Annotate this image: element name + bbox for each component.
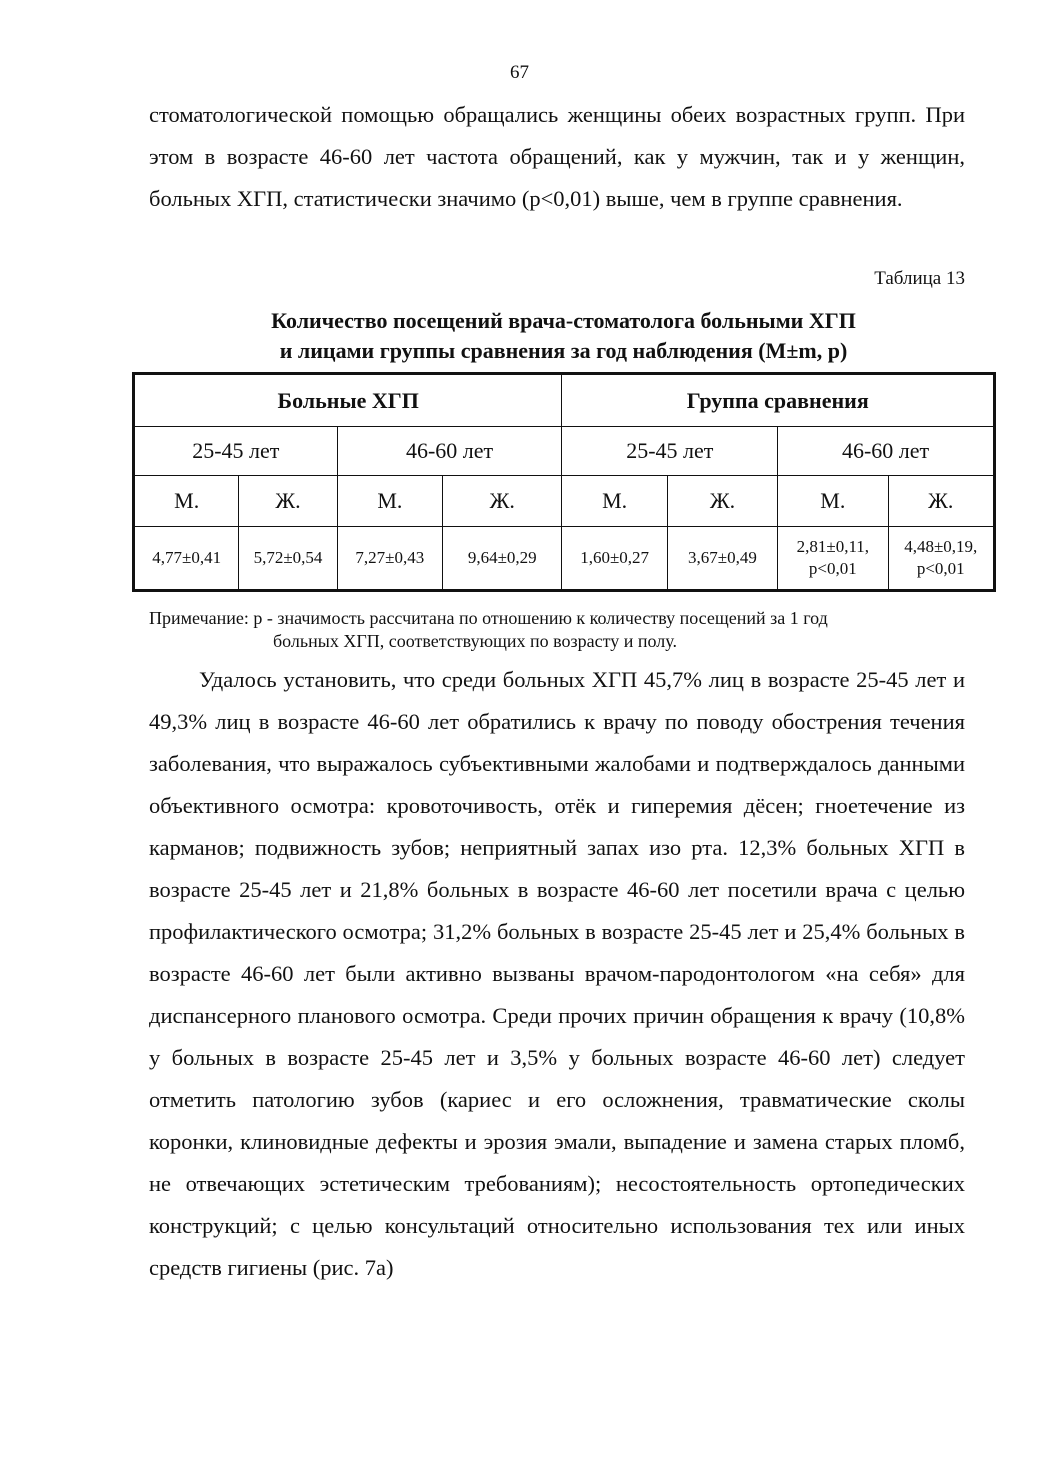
table-title-line-2: и лицами группы сравнения за год наблюдения (M±m, p)	[279, 338, 848, 363]
value-cell	[562, 527, 667, 591]
sex-header: Ж.	[888, 476, 994, 527]
age-header: 25-45 лет	[562, 427, 778, 476]
value-cell	[134, 527, 239, 591]
value-text: 3,67±0,49	[688, 548, 757, 567]
sex-header: Ж.	[239, 476, 337, 527]
note-line-1: Примечание: р - значимость рассчитана по отношению к количеству посещений за 1 год	[149, 608, 828, 628]
note-line-2: больных ХГП, соответствующих по возрасту и полу.	[273, 631, 677, 651]
value-text: 4,48±0,19,	[904, 537, 978, 556]
p-value-text: p<0,01	[808, 559, 857, 578]
table-note	[149, 607, 969, 653]
value-cell	[888, 527, 994, 591]
sex-header: М.	[337, 476, 442, 527]
table-sex-header-row	[134, 476, 995, 527]
sex-header: М.	[778, 476, 888, 527]
sex-header: М.	[562, 476, 667, 527]
value-text: 7,27±0,43	[355, 548, 425, 567]
table-group-header-row	[134, 374, 995, 427]
value-text: 5,72±0,54	[253, 548, 323, 567]
value-cell	[443, 527, 562, 591]
paragraph-body: Удалось установить, что среди больных ХГП 45,7% лиц в возрасте 25-45 лет и 49,3% лиц в возрасте 46-60 лет обратились к врачу по поводу обострения течения заболевания, что выражалось субъективными жалобами и подтверждалось данными объективного осмотра: кровоточивость, отёк и гиперемия дёсен; гноетечение из карманов; подвижность зубов; неприятный запах изо рта. 12,3% больных ХГП в возрасте 25-45 лет и 21,8% больных в возрасте 46-60 лет посетили врача с целью профилактического осмотра; 31,2% больных в возрасте 25-45 лет и 25,4% больных в возрасте 46-60 лет были активно вызваны врачом-пародонтологом «на себя» для диспансерного планового осмотра. Среди прочих причин обращения к врачу (10,8% у больных в возрасте 25-45 лет и 3,5% у больных возрасте 46-60 лет) следует отметить патологию зубов (кариес и его осложнения, травматические сколы коронки, клиновидные дефекты и эрозия эмали, выпадение и замена старых пломб, не отвечающих эстетическим требованиям); несостоятельность ортопедических конструкций; с целью консультаций относительно использования тех или иных средств гигиены (рис. 7а)	[149, 667, 965, 1280]
value-text: 1,60±0,27	[580, 548, 650, 567]
table-title	[133, 306, 994, 366]
value-cell	[778, 527, 888, 591]
group-header: Больные ХГП	[134, 374, 562, 427]
table-values-row	[134, 527, 995, 591]
sex-header: Ж.	[667, 476, 777, 527]
sex-header: М.	[134, 476, 239, 527]
value-cell	[667, 527, 777, 591]
value-text: 4,77±0,41	[152, 548, 222, 567]
visits-table	[132, 372, 996, 592]
p-value-text: p<0,01	[916, 559, 965, 578]
age-header: 46-60 лет	[778, 427, 995, 476]
group-header: Группа сравнения	[562, 374, 995, 427]
sex-header: Ж.	[443, 476, 562, 527]
page-number: 67	[510, 62, 529, 83]
value-text: 9,64±0,29	[467, 548, 537, 567]
age-header: 46-60 лет	[337, 427, 562, 476]
paragraph-intro: стоматологической помощью обращались женщины обеих возрастных групп. При этом в возрасте 46-60 лет частота обращений, как у мужчин, так и у женщин, больных ХГП, статистически значимо (р<0,01) выше, чем в группе сравнения.	[149, 102, 965, 211]
table-title-line-1: Количество посещений врача-стоматолога больными ХГП	[271, 308, 856, 333]
value-cell	[239, 527, 337, 591]
table-age-header-row	[134, 427, 995, 476]
value-text: 2,81±0,11,	[796, 537, 870, 556]
age-header: 25-45 лет	[134, 427, 338, 476]
value-cell	[337, 527, 442, 591]
table-label: Таблица 13	[874, 268, 965, 289]
